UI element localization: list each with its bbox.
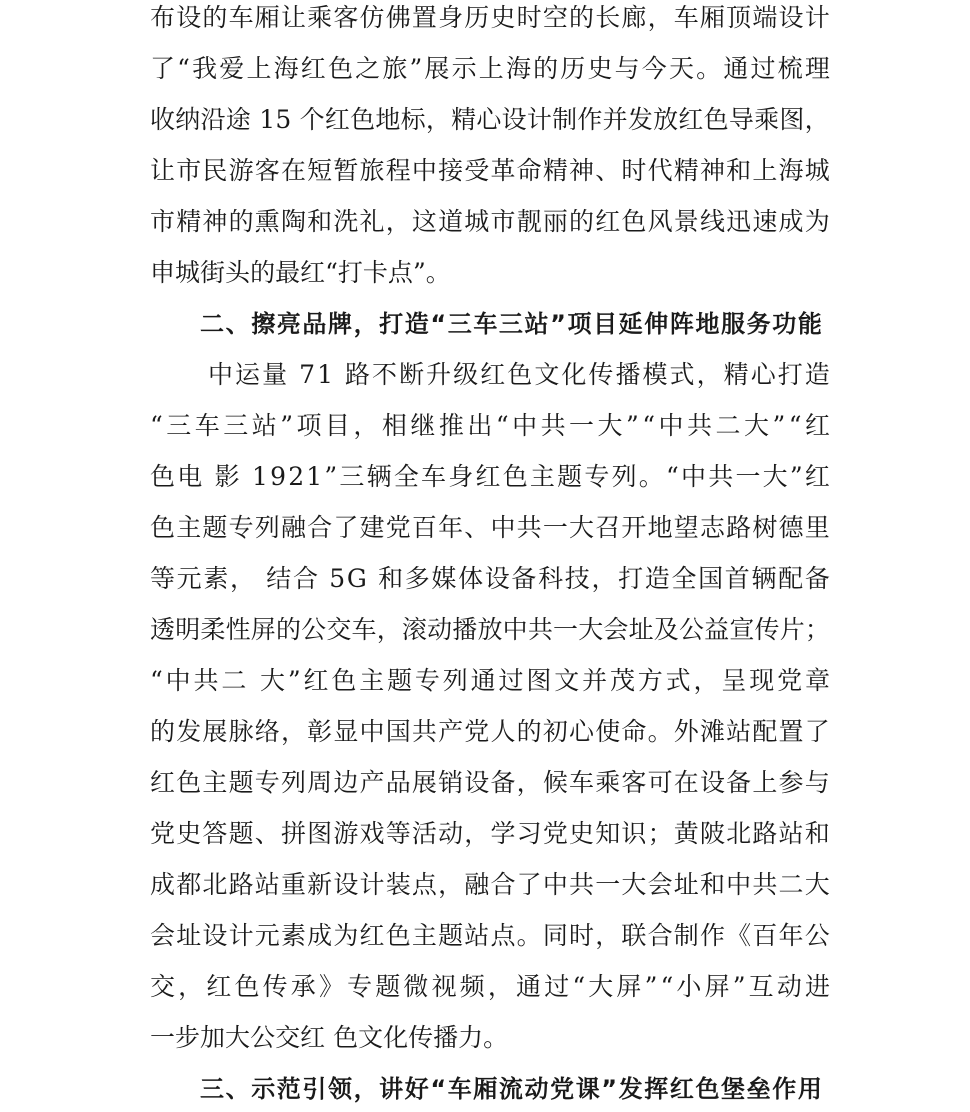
text-line: 中 运 量 7 1 路 不 断 升 级 红 色 文 化 传 播 模 式 ， 精 心 打 造 [208, 360, 830, 389]
text-line: 党 史 答 题 、 拼 图 游 戏 等 活 动 ， 学 习 党 史 知 识 ； 黄 陂 北 路 站 和 [150, 819, 830, 848]
text-line: 成 都 北 路 站 重 新 设 计 装 点 ， 融 合 了 中 共 一 大 会 址 和 中 共 二 大 [150, 870, 830, 899]
text-line: 收 纳 沿 途 1 5 个 红 色 地 标 ， 精 心 设 计 制 作 并 发 放 红 色 导 乘 图 ， [150, 105, 830, 134]
text-line: 等 元 素 ， 结 合 5 G 和 多 媒 体 设 备 科 技 ， 打 造 全 国 首 辆 配 备 [150, 564, 830, 593]
text-line: 让 市 民 游 客 在 短 暂 旅 程 中 接 受 革 命 精 神 、 时 代 精 神 和 上 海 城 [150, 156, 830, 185]
text-line: “ 中 共 二 大 ” 红 色 主 题 专 列 通 过 图 文 并 茂 方 式 ， 呈 现 党 章 [150, 666, 830, 695]
text-line: 色 电 影 1 9 2 1 ” 三 辆 全 车 身 红 色 主 题 专 列 。 “ 中 共 一 大 ” 红 [150, 462, 830, 491]
text-line: 的 发 展 脉 络 ， 彰 显 中 国 共 产 党 人 的 初 心 使 命 。 外 滩 站 配 置 了 [150, 717, 830, 746]
section-heading: 二 、 擦 亮 品 牌 ， 打 造 “ 三 车 三 站 ” 项 目 延 伸 阵 地 服 务 功 能 [200, 310, 822, 338]
text-line: 交 ， 红 色 传 承 》 专 题 微 视 频 ， 通 过 “ 大 屏 ” “ 小 屏 ” 互 动 进 [150, 972, 830, 1001]
section-heading: 三 、 示 范 引 领 ， 讲 好 “ 车 厢 流 动 党 课 ” 发 挥 红 色 堡 垒 作 用 [200, 1075, 822, 1103]
text-line: 布 设 的 车 厢 让 乘 客 仿 佛 置 身 历 史 时 空 的 长 廊 ， 车 厢 顶 端 设 计 [150, 3, 830, 32]
text-line: 申 城 街 头 的 最 红 “ 打 卡 点 ” 。 [150, 258, 451, 287]
text-line: 会 址 设 计 元 素 成 为 红 色 主 题 站 点 。 同 时 ， 联 合 制 作 《 百 年 公 [150, 921, 830, 950]
text-line: 透 明 柔 性 屏 的 公 交 车 ， 滚 动 播 放 中 共 一 大 会 址 及 公 益 宣 传 片 ； [150, 615, 830, 644]
text-line: 红 色 主 题 专 列 周 边 产 品 展 销 设 备 ， 候 车 乘 客 可 在 设 备 上 参 与 [150, 768, 830, 797]
text-line: 市 精 神 的 熏 陶 和 洗 礼 ， 这 道 城 市 靓 丽 的 红 色 风 景 线 迅 速 成 为 [150, 207, 830, 236]
text-line: “ 三 车 三 站 ” 项 目 ， 相 继 推 出 “ 中 共 一 大 ” “ 中 共 二 大 ” “ 红 [150, 411, 830, 440]
text-line: 色 主 题 专 列 融 合 了 建 党 百 年 、 中 共 一 大 召 开 地 望 志 路 树 德 里 [150, 513, 830, 542]
text-line: 一 步 加 大 公 交 红 色 文 化 传 播 力 。 [150, 1023, 509, 1052]
text-line: 了 “ 我 爱 上 海 红 色 之 旅 ” 展 示 上 海 的 历 史 与 今 天 。 通 过 梳 理 [150, 54, 830, 83]
